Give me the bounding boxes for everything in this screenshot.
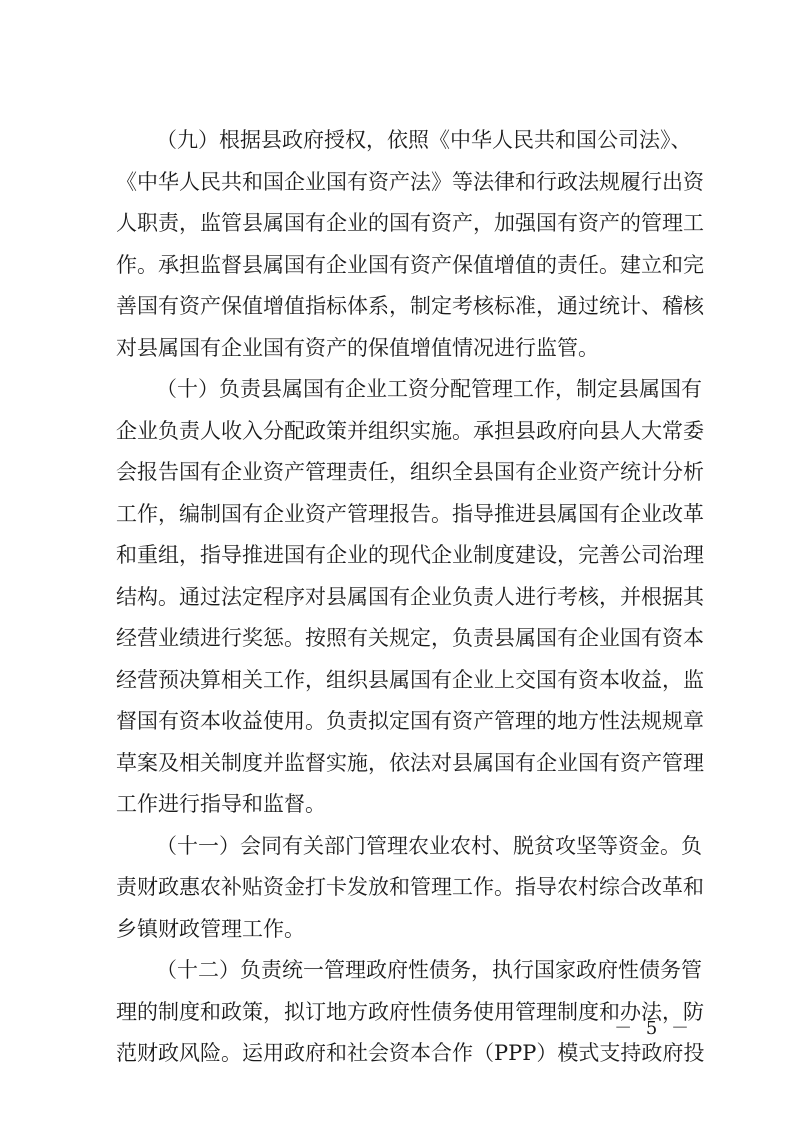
text-line: （十）负责县属国有企业工资分配管理工作，制定县属国有 — [156, 377, 702, 401]
paragraph-10 — [116, 369, 704, 826]
text-line: 工作，编制国有企业资产管理报告。指导推进县属国有企业改革 — [116, 501, 704, 526]
text-line: 督国有资本收益使用。负责拟定国有资产管理的地方性法规规章 — [116, 709, 704, 733]
text-line: 经营业绩进行奖惩。按照有关规定，负责县属国有企业国有资本 — [116, 626, 704, 650]
text-line: 理的制度和政策，拟订地方政府性债务使用管理制度和办法，防 — [116, 999, 704, 1024]
text-line: 经营预决算相关工作，组织县属国有企业上交国有资本收益，监 — [116, 667, 704, 692]
paragraph-11 — [116, 826, 704, 951]
document-body — [116, 120, 705, 1075]
text-line: 会报告国有企业资产管理责任，组织全县国有企业资产统计分析 — [116, 460, 704, 484]
text-line: 结构。通过法定程序对县属国有企业负责人进行考核，并根据其 — [116, 584, 704, 609]
text-line: 善国有资产保值增值指标体系，制定考核标准，通过统计、稽核 — [116, 294, 704, 318]
text-line: 工作进行指导和监督。 — [116, 792, 326, 816]
text-line: （九）根据县政府授权，依照《中华人民共和国公司法》、 — [156, 128, 692, 152]
paragraph-9 — [116, 120, 704, 369]
text-line: 和重组，指导推进国有企业的现代企业制度建设，完善公司治理 — [116, 543, 704, 567]
text-line: 《中华人民共和国企业国有资产法》等法律和行政法规履行出资 — [116, 169, 704, 194]
page-number: － 5 － — [614, 1018, 693, 1039]
text-line: 作。承担监督县属国有企业国有资产保值增值的责任。建立和完 — [116, 252, 704, 277]
text-line: 对县属国有企业国有资产的保值增值情况进行监管。 — [116, 335, 599, 360]
text-line: 人职责，监管县属国有企业的国有资产，加强国有资产的管理工 — [116, 211, 704, 235]
text-line: 草案及相关制度并监督实施，依法对县属国有企业国有资产管理 — [116, 750, 704, 775]
text-line: 企业负责人收入分配政策并组织实施。承担县政府向县人大常委 — [116, 418, 704, 443]
text-line: 范财政风险。运用政府和社会资本合作（PPP）模式支持政府投 — [116, 1041, 705, 1065]
text-line: （十一）会同有关部门管理农业农村、脱贫攻坚等资金。负 — [156, 833, 702, 858]
text-line: 责财政惠农补贴资金打卡发放和管理工作。指导农村综合改革和 — [116, 875, 704, 899]
text-line: （十二）负责统一管理政府性债务，执行国家政府性债务管 — [156, 958, 702, 982]
text-line: 乡镇财政管理工作。 — [116, 916, 305, 941]
paragraph-12 — [116, 950, 705, 1075]
